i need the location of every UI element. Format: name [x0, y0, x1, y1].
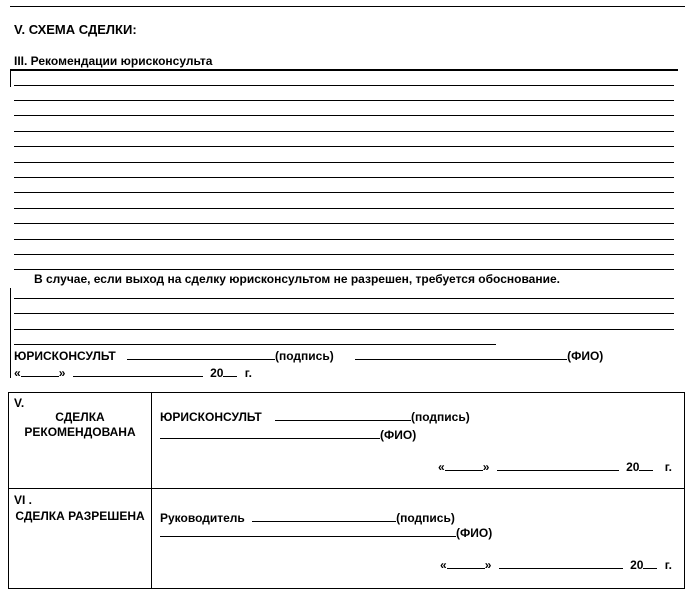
writing-line[interactable]	[14, 208, 674, 209]
row2-signature-label: (подпись)	[396, 511, 455, 525]
name-field[interactable]	[355, 348, 567, 360]
justification-note: В случае, если выход на сделку юрисконсультом не разрешен, требуется обоснование.	[34, 272, 560, 286]
year-field[interactable]	[643, 557, 657, 569]
day-field[interactable]	[21, 365, 59, 377]
row2-signature-row	[160, 510, 455, 525]
section-five-heading: V. СХЕМА СДЕЛКИ:	[14, 22, 137, 37]
row1-signature-label: (подпись)	[411, 410, 470, 424]
row2-status: СДЕЛКА РАЗРЕШЕНА	[15, 509, 145, 523]
year-prefix: 20	[630, 558, 644, 572]
year-suffix: г.	[664, 558, 672, 572]
writing-line[interactable]	[14, 254, 674, 255]
writing-line[interactable]	[14, 239, 674, 240]
quote-open: «	[438, 460, 445, 474]
left-margin-line-lower	[10, 288, 11, 378]
row1-name-field[interactable]	[160, 427, 380, 439]
heading-rule	[10, 69, 678, 71]
writing-line[interactable]	[14, 329, 674, 330]
signature-label: (подпись)	[275, 349, 334, 363]
quote-open: «	[440, 558, 447, 572]
name-label: (ФИО)	[567, 349, 604, 363]
day-field[interactable]	[447, 557, 485, 569]
writing-line[interactable]	[14, 162, 674, 163]
row1-name-row	[160, 427, 416, 442]
quote-close: »	[58, 366, 66, 380]
signature-role: ЮРИСКОНСУЛЬТ	[14, 349, 116, 363]
row1-signature-row	[160, 409, 470, 424]
lawyer-signature-row	[14, 348, 603, 363]
year-field[interactable]	[223, 365, 237, 377]
writing-line[interactable]	[14, 131, 674, 132]
writing-line[interactable]	[14, 100, 674, 101]
writing-line[interactable]	[14, 192, 674, 193]
row2-name-row	[160, 525, 492, 540]
top-rule	[10, 6, 685, 7]
section-three-heading: III. Рекомендации юрисконсульта	[14, 54, 213, 68]
month-field[interactable]	[73, 365, 203, 377]
year-suffix: г.	[664, 460, 672, 474]
row2-date-row	[440, 557, 672, 572]
writing-line[interactable]	[14, 298, 674, 299]
table-row-divider	[8, 488, 685, 489]
month-field[interactable]	[497, 459, 619, 471]
writing-line[interactable]	[14, 344, 496, 345]
year-prefix: 20	[626, 460, 640, 474]
table-column-divider	[151, 392, 152, 588]
writing-line[interactable]	[14, 146, 674, 147]
row1-status: СДЕЛКА РЕКОМЕНДОВАНА	[24, 410, 136, 439]
writing-line[interactable]	[14, 177, 674, 178]
writing-line[interactable]	[14, 85, 674, 86]
signature-field[interactable]	[127, 348, 275, 360]
row1-number: V.	[14, 396, 25, 410]
row2-signature-field[interactable]	[252, 510, 396, 522]
row2-role: Руководитель	[160, 511, 245, 525]
year-suffix: г.	[244, 366, 252, 380]
lawyer-date-row	[14, 365, 252, 380]
year-prefix: 20	[210, 366, 224, 380]
quote-close: »	[482, 460, 490, 474]
day-field[interactable]	[445, 459, 483, 471]
month-field[interactable]	[499, 557, 623, 569]
row2-number: VI .	[14, 493, 33, 507]
row2-name-label: (ФИО)	[456, 526, 493, 540]
writing-line[interactable]	[14, 115, 674, 116]
year-field[interactable]	[639, 459, 653, 471]
quote-close: »	[484, 558, 492, 572]
row1-name-label: (ФИО)	[380, 428, 417, 442]
writing-line[interactable]	[14, 223, 674, 224]
left-margin-line	[10, 69, 11, 87]
quote-open: «	[14, 366, 21, 380]
row1-date-row	[438, 459, 672, 474]
row1-role: ЮРИСКОНСУЛЬТ	[160, 410, 262, 424]
row2-name-field[interactable]	[160, 525, 456, 537]
writing-line[interactable]	[14, 313, 674, 314]
writing-line[interactable]	[14, 269, 674, 270]
row1-signature-field[interactable]	[275, 409, 411, 421]
